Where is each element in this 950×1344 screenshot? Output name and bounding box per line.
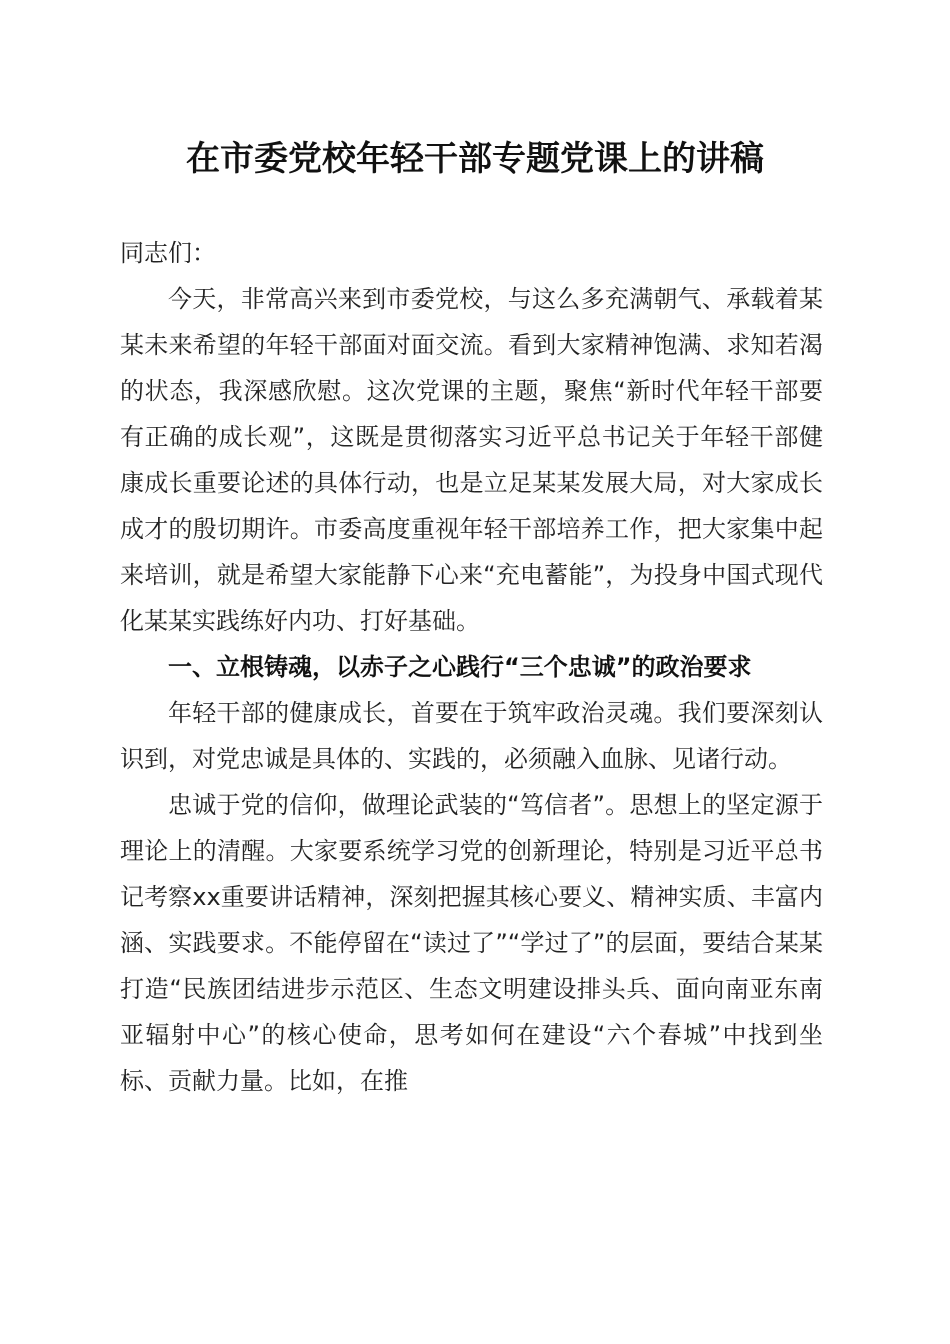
paragraph-section-1: 年轻干部的健康成长，首要在于筑牢政治灵魂。我们要深刻认识到，对党忠诚是具体的、实践的，必须融入血脉、见诸行动。: [120, 699, 823, 773]
section-heading: 一、立根铸魂，以赤子之心践行“三个忠诚”的政治要求: [168, 653, 752, 681]
document-body: [120, 230, 823, 1104]
salutation: 同志们：: [120, 239, 216, 267]
paragraph-section-2: 忠诚于党的信仰，做理论武装的“笃信者”。思想上的坚定源于理论上的清醒。大家要系统学习党的创新理论，特别是习近平总书记考察xx重要讲话精神，深刻把握其核心要义、精神实质、丰富内涵、实践要求。不能停留在“读过了”“学过了”的层面，要结合某某打造“民族团结进步示范区、生态文明建设排头兵、面向南亚东南亚辐射中心”的核心使命，思考如何在建设“六个春城”中找到坐标、贡献力量。比如，在推: [120, 791, 823, 1095]
document-title: 在市委党校年轻干部专题党课上的讲稿: [186, 139, 764, 179]
paragraph-intro: 今天，非常高兴来到市委党校，与这么多充满朝气、承载着某某未来希望的年轻干部面对面交流。看到大家精神饱满、求知若渴的状态，我深感欣慰。这次党课的主题，聚焦“新时代年轻干部要有正确的成长观”，这既是贯彻落实习近平总书记关于年轻干部健康成长重要论述的具体行动，也是立足某某发展大局，对大家成长成才的殷切期许。市委高度重视年轻干部培养工作，把大家集中起来培训，就是希望大家能静下心来“充电蓄能”，为投身中国式现代化某某实践练好内功、打好基础。: [120, 285, 823, 635]
